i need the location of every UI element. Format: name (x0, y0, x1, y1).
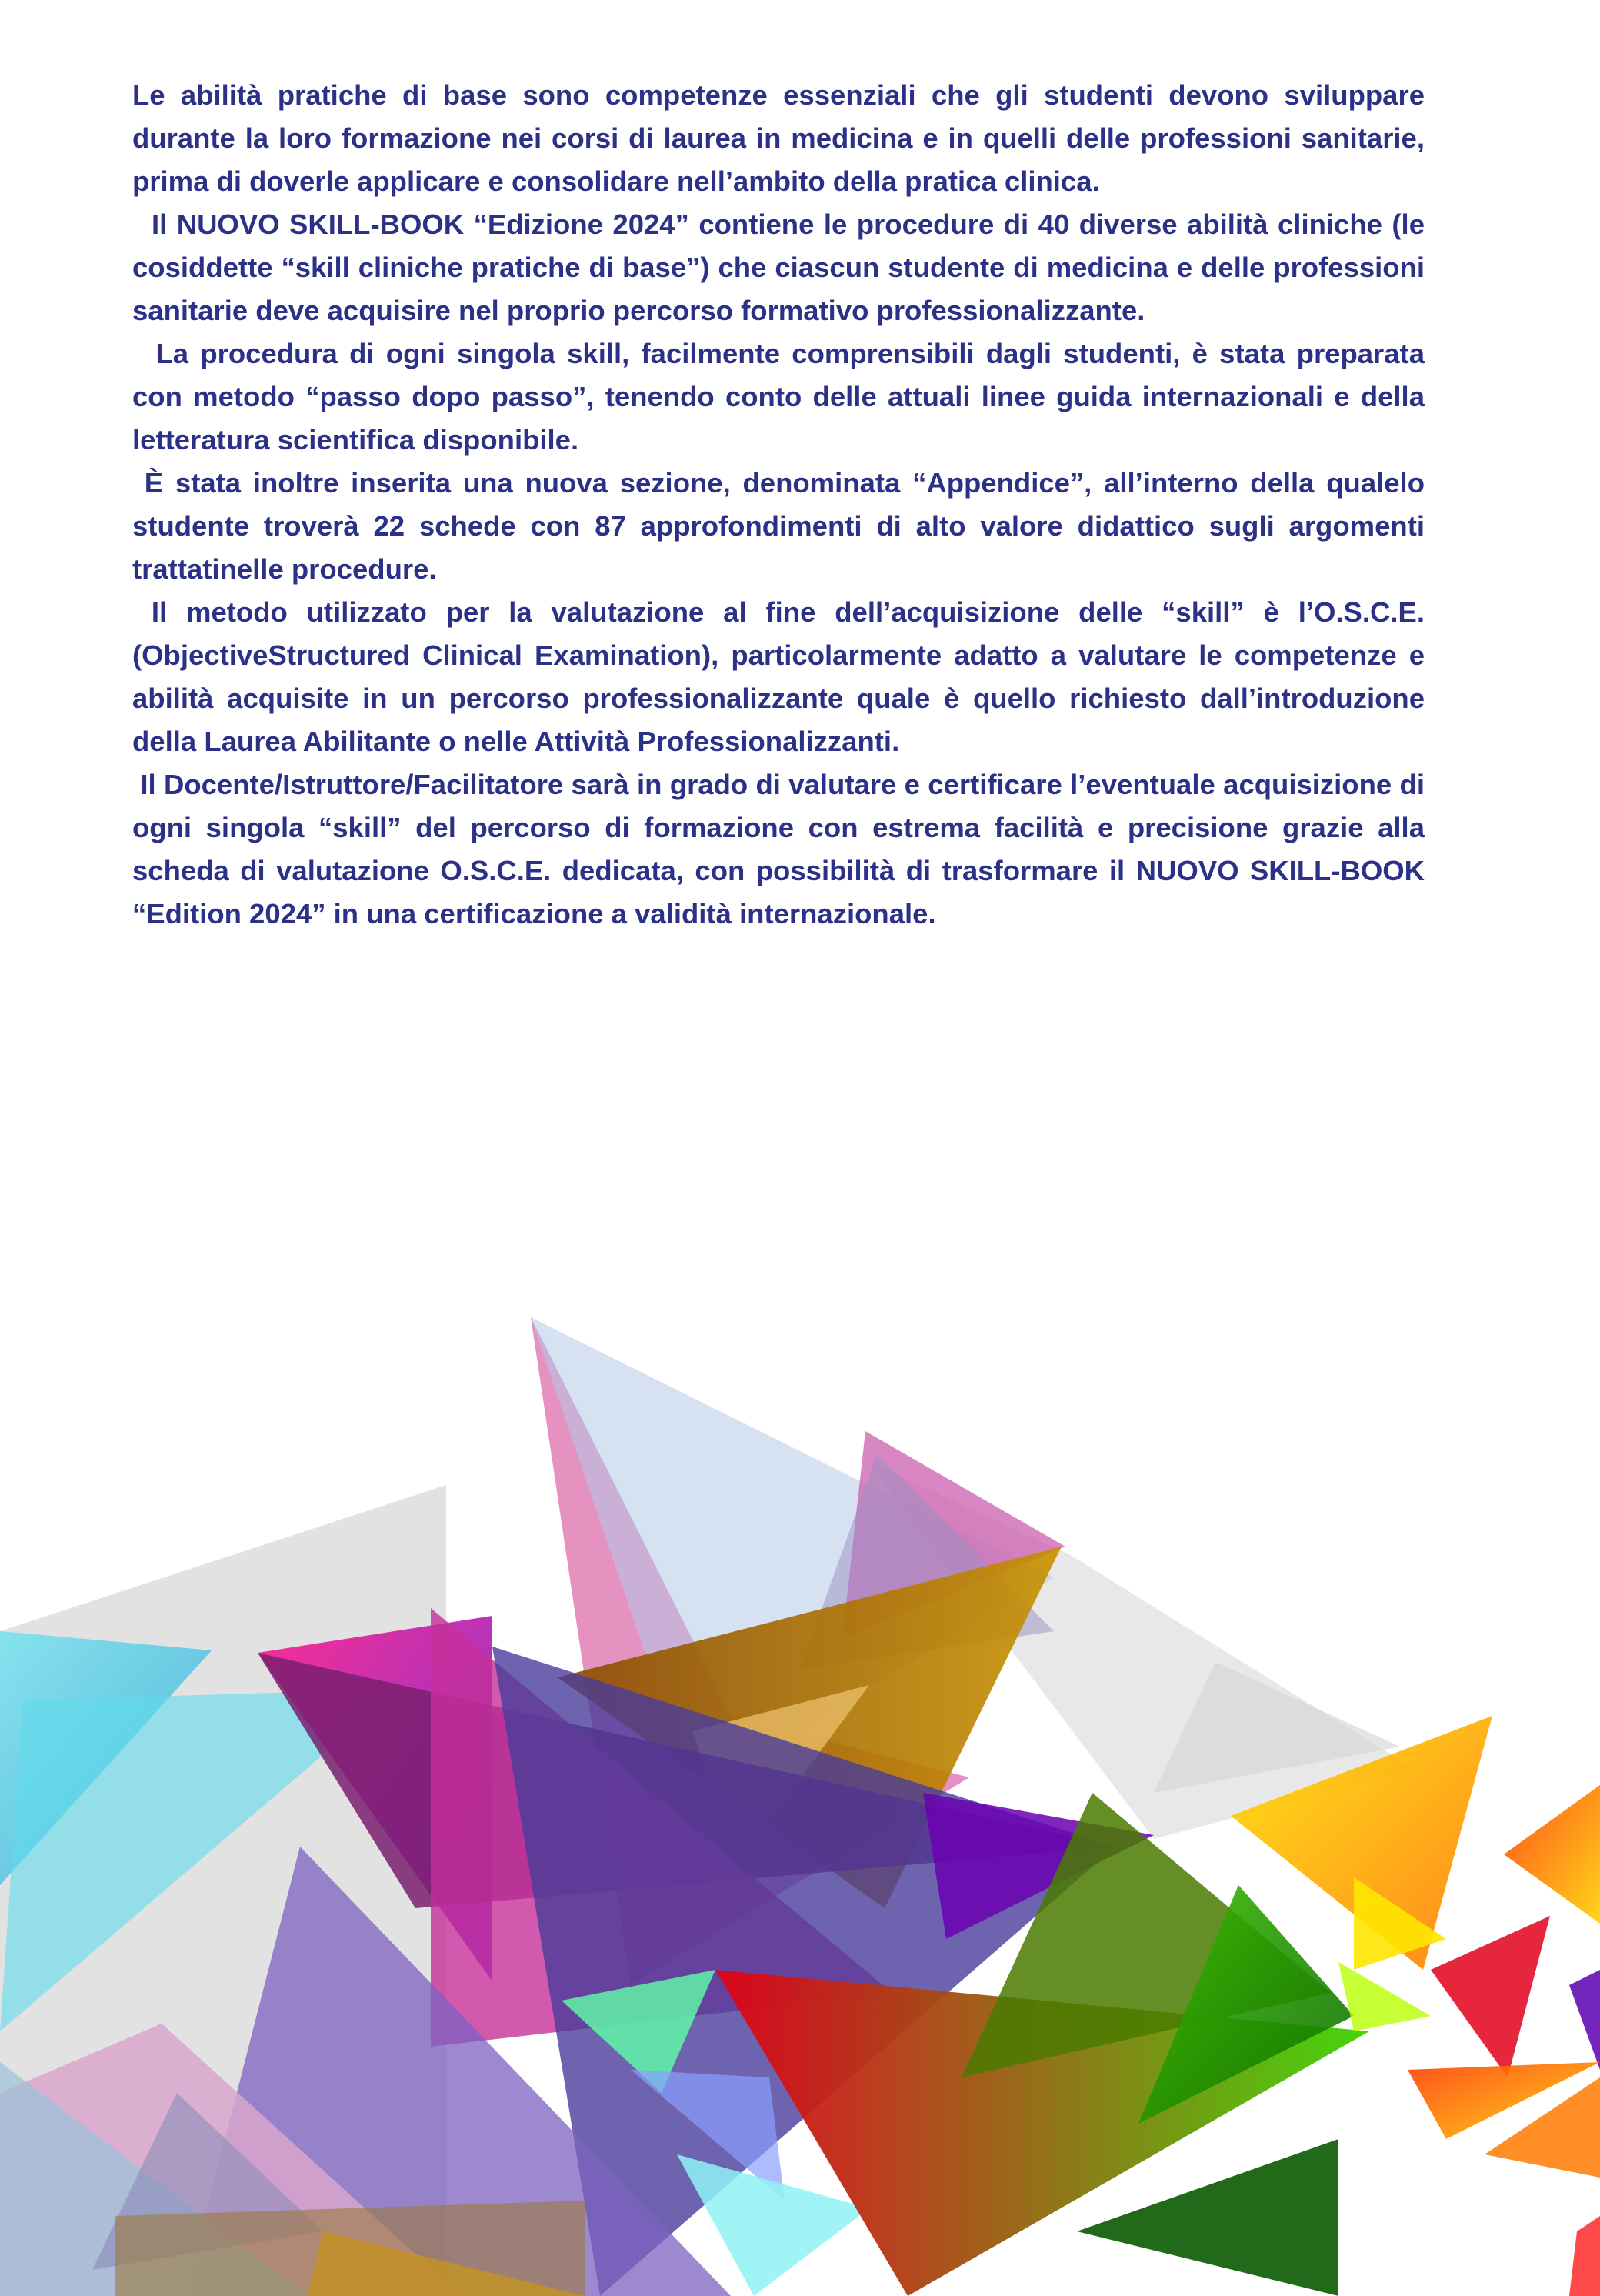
triangle-shape (492, 1647, 1115, 2296)
triangle-shape (1569, 1970, 1600, 2070)
triangle-shape (677, 2154, 869, 2296)
triangle-shape (1231, 1716, 1492, 1970)
triangle-shape (92, 2093, 323, 2270)
triangle-shape (115, 2201, 585, 2296)
triangle-shape (531, 1317, 1054, 1793)
triangle-shape (0, 1689, 400, 2031)
triangle-shape (0, 1631, 212, 1885)
triangle-shape (185, 1847, 731, 2296)
triangle-shape (1138, 1885, 1354, 2124)
triangle-shape (1485, 2077, 1600, 2178)
triangle-shape (258, 1616, 492, 1981)
triangle-shape (715, 1970, 1369, 2296)
paragraph-osce-method: Il metodo utilizzato per la valutazione al fine dell’acquisizione delle “skill” è l’O.S.C.E. (ObjectiveStructured Clinical Examination), particolarmente adatto a valutare le competenze e abilità acquisite in un percorso professionalizzante quale è quello richiesto dall’introduzione della Laurea Abilitante o nelle Attività Professionalizzanti. (132, 596, 1425, 757)
triangle-shape (1338, 1962, 1431, 2031)
triangle-shape (1077, 2139, 1338, 2296)
body-text (132, 74, 1425, 936)
paragraph-appendix: È stata inoltre inserita una nuova sezione, denominata “Appendice”, all’interno della qualelo studente troverà 22 schede con 87 approfondimenti di alto valore didattico sugli argomenti trattatinelle procedure. (132, 467, 1425, 585)
triangle-shape (431, 1608, 892, 2047)
triangle-shape (0, 2024, 462, 2296)
triangle-shape (1408, 2062, 1600, 2139)
paragraph-intro: Le abilità pratiche di base sono competenze essenziali che gli studenti devono sviluppare durante la loro formazione nei corsi di laurea in medicina e in quelli delle professioni sanitarie, prima di doverle applicare e consolidare nell’ambito della pratica clinica. (132, 79, 1425, 197)
triangle-shape (562, 1970, 715, 2093)
paragraph-skill-book: Il NUOVO SKILL-BOOK “Edizione 2024” contiene le procedure di 40 diverse abilità cliniche (le cosiddette “skill cliniche pratiche di base”) che ciascun studente di medicina e delle professioni sanitarie deve acquisire nel proprio percorso formativo professionalizzante. (132, 209, 1425, 326)
triangle-shape (0, 2062, 308, 2296)
triangle-shape (1504, 1785, 1600, 1924)
paragraph-procedure: La procedura di ogni singola skill, facilmente comprensibili dagli studenti, è stata preparata con metodo “passo dopo passo”, tenendo conto delle attuali linee guida internazionali e della letteratura scientifica disponibile. (132, 338, 1425, 456)
triangle-shape (842, 1431, 1065, 1639)
triangle-shape (631, 2070, 785, 2201)
triangle-shape (531, 1317, 969, 1985)
triangle-shape (258, 1653, 1115, 1908)
paragraph-certification: Il Docente/Istruttore/Facilitatore sarà in grado di valutare e certificare l’eventuale acquisizione di ogni singola “skill” del percorso di formazione con estrema facilità e precisione grazie alla scheda di valutazione O.S.C.E. dedicata, con possibilità di trasformare il NUOVO SKILL-BOOK “Edition 2024” in una certificazione a validità internazionale. (132, 769, 1425, 929)
triangle-shape (962, 1793, 1331, 2077)
triangle-shape (0, 1485, 446, 2296)
triangle-shape (923, 1793, 1154, 1939)
triangle-shape (1154, 1662, 1400, 1793)
triangle-shape (692, 1685, 869, 1862)
triangle-shape (1431, 1916, 1550, 2077)
triangle-shape (800, 1454, 1054, 1670)
triangle-shape (1354, 1877, 1446, 1970)
triangle-shape (558, 1547, 1062, 1908)
triangle-shape (869, 1462, 1415, 1839)
triangle-shape (1569, 2216, 1600, 2296)
triangle-shape (308, 2231, 585, 2296)
